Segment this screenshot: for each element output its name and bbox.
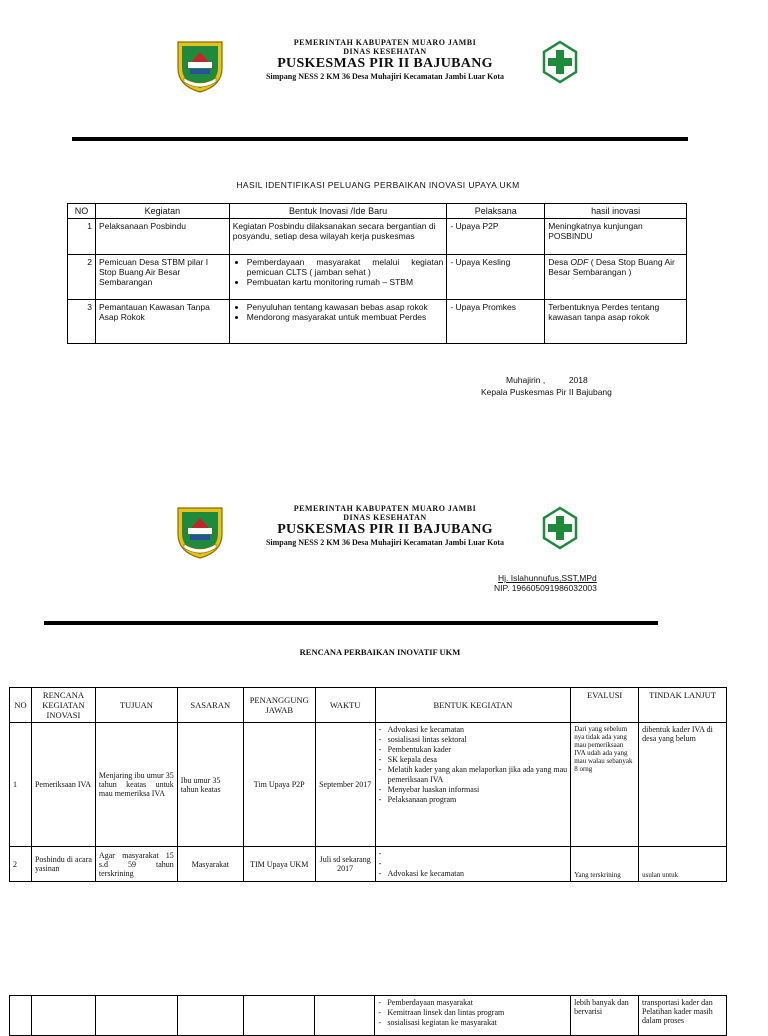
col-no: NO [10,688,32,723]
puskesmas-cross-icon [542,506,578,550]
table-header-row [10,688,727,723]
innovation-table [67,203,687,344]
letterhead-top [170,36,580,98]
letterhead-divider [44,621,658,625]
col-sasaran: SASARAN [177,688,243,723]
table-row: - Pemberdayaan masyarakat - Kemitraan linsek dan lintas program - sosialisasi kegiatan ke masyarakat lebih banyak dan bervarisi transportasi kader dan Pelatihan kader masih dalam proses [10,996,727,1036]
table-row: 2 Posbindu di acara yasinan Agar masyarakat 15 s.d 59 tahun terskrining Masyarakat TIM Upaya UKM Juli sd sekarang 2017 - - - Advokasi ke kecamatan Yang terskrining usulan untuk [10,847,727,882]
col-evaluasi: EVALUSI [571,688,639,723]
improvement-plan-table-continued [9,995,727,1036]
col-pelaksana: Pelaksana [447,204,545,219]
doc1-title: HASIL IDENTIFIKASI PELUANG PERBAIKAN INOVASI UPAYA UKM [236,180,520,190]
col-bentuk-kegiatan: BENTUK KEGIATAN [375,688,571,723]
puskesmas-cross-icon [542,40,578,84]
improvement-plan-table [9,687,727,882]
table-row: 1 Pelaksanaan Posbindu Kegiatan Posbindu dilaksanakan secara bergantian di posyandu, setiap desa wilayah kerja puskesmas - Upaya P2P Meningkatnya kunjungan POSBINDU [68,219,687,255]
table-row: 3 Pemantauan Kawasan Tanpa Asap Rokok • Penyuluhan tentang kawasan bebas asap rokok • Mendorong masyarakat untuk membuat Perdes - Upaya Promkes Terbentuknya Perdes tentang kawasan tanpa asap rokok [68,300,687,344]
table-row: 2 Pemicuan Desa STBM pilar I Stop Buang Air Besar Sembarangan • Pemberdayaan masyarakat melalui kegiatan pemicuan CLTS ( jamban sehat ) • Pembuatan kartu monitoring rumah – STBM - Upaya Kesling Desa ODF ( Desa Stop Buang Air Besar Sembarangan ) [68,255,687,300]
bentuk-kegiatan-list: - - - Advokasi ke kecamatan [379,849,568,879]
bentuk-list: • Penyuluhan tentang kawasan bebas asap rokok • Mendorong masyarakat untuk membuat Perdes [233,302,444,322]
letterhead-address: Simpang NESS 2 KM 36 Desa Muhajiri Kecamatan Jambi Luar Kota [265,72,505,81]
doc2-title: RENCANA PERBAIKAN INOVATIF UKM [299,647,461,657]
col-waktu: WAKTU [315,688,375,723]
col-hasil-inovasi: hasil inovasi [545,204,687,219]
letterhead-government: PEMERINTAH KABUPATEN MUARO JAMBI [293,38,477,47]
letterhead-address: Simpang NESS 2 KM 36 Desa Muhajiri Kecamatan Jambi Luar Kota [265,538,505,547]
muaro-jambi-emblem-icon [174,38,226,94]
bentuk-kegiatan-list: - Pemberdayaan masyarakat - Kemitraan linsek dan lintas program - sosialisasi kegiatan ke masyarakat [378,998,567,1028]
signer-name: Hj. Islahunnufus,SST,MPd [498,573,597,583]
muaro-jambi-emblem-icon [174,504,226,560]
col-no: NO [68,204,96,219]
col-tujuan: TUJUAN [95,688,177,723]
letterhead-second [170,502,580,564]
table-row: 1 Pemeriksaan IVA Menjaring ibu umur 35 tahun keatas untuk mau memeriksa IVA Ibu umur 35 tahun keatas Tim Upaya P2P September 2017 - Advokasi ke kecamatan - sosialisasi lintas sektoral - Pembentukan kader - SK kepala desa - Melatih kader yang akan melaporkan jika ada yang mau pemeriksaan IVA - Menyebar luaskan informasi - Pelaksanaan program Dari yang sebelum nya tidak ada yang mau pemeriksaan IVA udah ada yang mau walau sebanyak 8 orng dibentuk kader IVA di desa yang belum [10,723,727,847]
letterhead-institution: PUSKESMAS PIR II BAJUBANG [277,56,493,71]
letterhead-divider [72,137,688,141]
signer-nip: NIP. 196605091986032003 [494,583,597,593]
signature-place-date: Muhajirin , 2018 [506,375,588,385]
bentuk-kegiatan-list: - Advokasi ke kecamatan - sosialisasi lintas sektoral - Pembentukan kader - SK kepala desa - Melatih kader yang akan melaporkan jika ada yang mau pemeriksaan IVA - Menyebar luaskan informasi - Pelaksanaan program [379,725,568,805]
col-tindak-lanjut: TINDAK LANJUT [639,688,727,723]
letterhead-institution: PUSKESMAS PIR II BAJUBANG [277,522,493,537]
letterhead-department: DINAS KESEHATAN [343,513,427,522]
col-penanggung-jawab: PENANGGUNG JAWAB [243,688,315,723]
letterhead-department: DINAS KESEHATAN [343,47,427,56]
letterhead-government: PEMERINTAH KABUPATEN MUARO JAMBI [293,504,477,513]
col-bentuk-inovasi: Bentuk Inovasi /Ide Baru [229,204,447,219]
table-header-row [68,204,687,219]
signature-role: Kepala Puskesmas Pir II Bajubang [481,387,612,397]
bentuk-list: • Pemberdayaan masyarakat melalui kegiatan pemicuan CLTS ( jamban sehat ) • Pembuatan kartu monitoring rumah – STBM [233,257,444,287]
col-kegiatan: Kegiatan [95,204,229,219]
col-rencana: RENCANA KEGIATAN INOVASI [31,688,95,723]
